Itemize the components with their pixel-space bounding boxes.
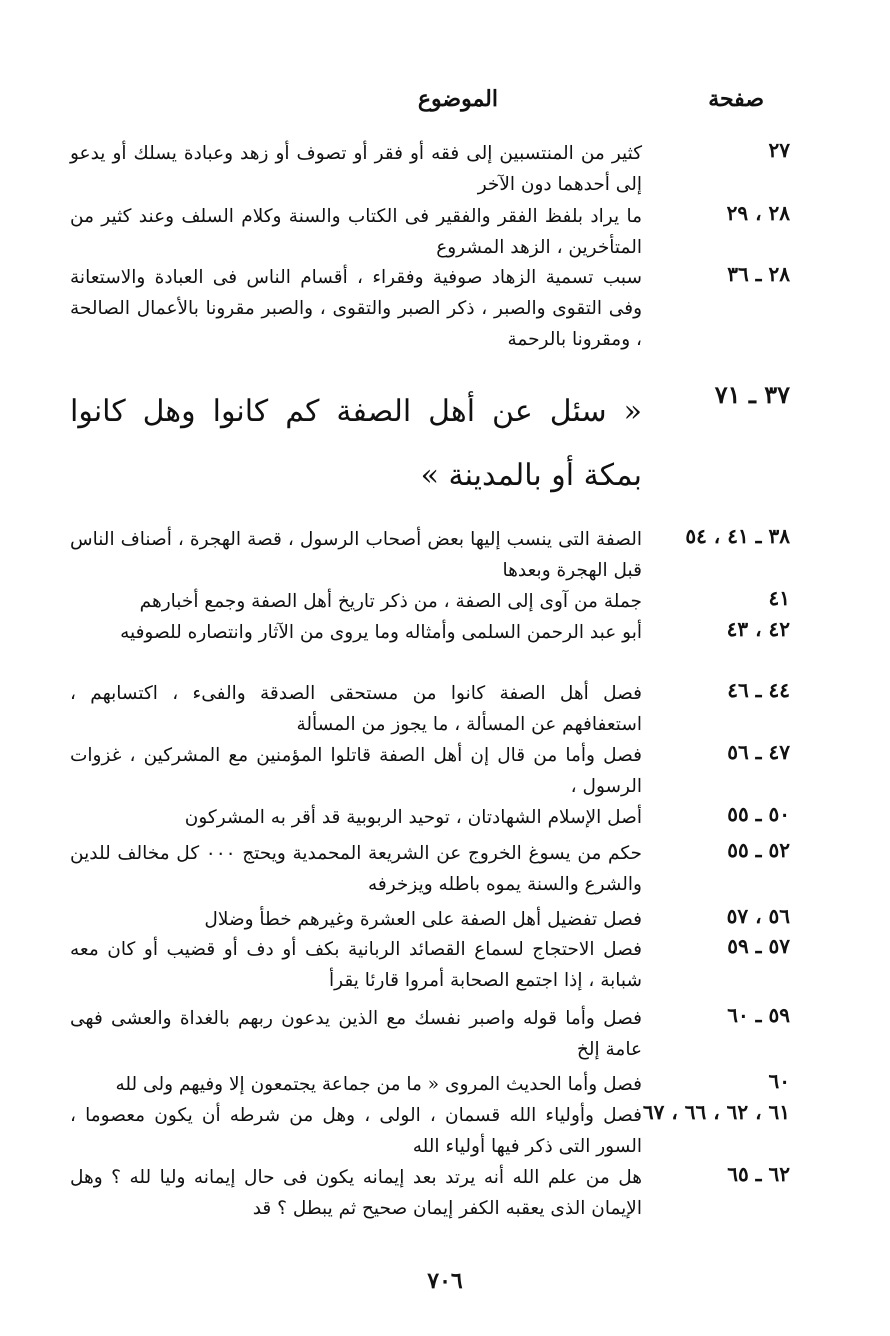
index-entry [0,838,790,895]
index-entry [0,138,790,195]
entry-topic: فصل أهل الصفة كانوا من مستحقى الصدقة والفىء ، اكتسابهم ، استعفافهم عن المسألة ، ما يجوز من المسألة [70,683,642,735]
index-entry [0,1162,790,1219]
entry-page-range: ٣٨ ـ ٤١ ، ٥٤ [685,524,790,548]
index-entry [0,1003,790,1060]
entry-page-range: ٤١ [768,586,790,610]
index-entry [0,262,790,350]
entry-page-range: ٢٨ ، ٢٩ [726,201,790,225]
page-number: ٧٠٦ [427,1268,463,1294]
topic-column-header: الموضوع [417,86,498,112]
entry-topic: جملة من آوى إلى الصفة ، من ذكر تاريخ أهل الصفة وجمع أخبارهم [139,591,642,612]
index-entry [0,1069,790,1095]
index-entry-section-question [0,380,790,493]
entry-topic: « سئل عن أهل الصفة كم كانوا وهل كانوا بمكة أو بالمدينة » [70,394,642,493]
index-entry [0,678,790,735]
entry-page-range: ٣٧ ـ ٧١ [714,380,790,409]
entry-topic: ما يراد بلفظ الفقر والفقير فى الكتاب والسنة وكلام السلف وعند كثير من المتأخرين ، الزهد المشروع [70,206,642,258]
entry-page-range: ٢٧ [768,138,790,162]
entry-topic: فصل وأما من قال إن أهل الصفة قاتلوا المؤمنين مع المشركين ، غزوات الرسول ، [70,745,642,797]
entry-topic: فصل تفضيل أهل الصفة على العشرة وغيرهم خطأ وضلال [204,909,642,930]
entry-page-range: ٥٧ ـ ٥٩ [727,934,790,958]
index-entry [0,904,790,930]
entry-page-range: ٥٦ ، ٥٧ [726,904,790,928]
index-entry [0,201,790,258]
page-column-header: صفحة [708,86,764,112]
entry-topic: فصل وأما الحديث المروى « ما من جماعة يجتمعون إلا وفيهم ولى لله [115,1074,642,1095]
entry-topic: كثير من المنتسبين إلى فقه أو فقر أو تصوف أو زهد وعبادة يسلك أو يدعو إلى أحدهما دون الآخر [70,143,642,195]
index-entry [0,1100,790,1157]
entry-page-range: ٦٢ ـ ٦٥ [727,1162,790,1186]
entry-page-range: ٦١ ، ٦٢ ، ٦٦ ، ٦٧ [642,1100,790,1124]
entry-topic: فصل الاحتجاج لسماع القصائد الربانية بكف أو دف أو قضيب أو كان معه شبابة ، إذا اجتمع الصحابة أمروا قارئا يقرأ [70,939,642,991]
entry-page-range: ٢٨ ـ ٣٦ [727,262,790,286]
index-entry [0,617,790,643]
entry-topic: سبب تسمية الزهاد صوفية وفقراء ، أقسام الناس فى العبادة والاستعانة وفى التقوى والصبر ، ذكر الصبر والتقوى ، والصبر مقرونا بالأعمال الصالحة ، ومقرونا بالرحمة [70,267,642,350]
entry-topic: أبو عبد الرحمن السلمى وأمثاله وما يروى من الآثار وانتصاره للصوفيه [120,622,642,643]
entry-page-range: ٥٠ ـ ٥٥ [727,802,790,826]
entry-page-range: ٤٤ ـ ٤٦ [727,678,790,702]
index-entry [0,802,790,828]
entry-topic: الصفة التى ينسب إليها بعض أصحاب الرسول ، قصة الهجرة ، أصناف الناس قبل الهجرة وبعدها [70,529,642,581]
entry-page-range: ٤٧ ـ ٥٦ [727,740,790,764]
entry-page-range: ٦٠ [768,1069,790,1093]
entry-topic: حكم من يسوغ الخروج عن الشريعة المحمدية ويحتج ٠٠٠ كل مخالف للدين والشرع والسنة يموه باطله ويزخرفه [70,843,642,895]
index-entry [0,934,790,991]
index-entry [0,524,790,581]
entry-topic: أصل الإسلام الشهادتان ، توحيد الربوبية قد أقر به المشركون [184,807,642,828]
entry-topic: فصل وأما قوله واصبر نفسك مع الذين يدعون ربهم بالغداة والعشى فهى عامة إلخ [70,1008,642,1060]
index-entry [0,586,790,612]
entry-page-range: ٥٢ ـ ٥٥ [727,838,790,862]
entry-topic: فصل وأولياء الله قسمان ، الولى ، وهل من شرطه أن يكون معصوما ، السور التى ذكر فيها أولياء الله [70,1105,642,1157]
entry-page-range: ٥٩ ـ ٦٠ [727,1003,790,1027]
index-entry [0,740,790,797]
entry-topic: هل من علم الله أنه يرتد بعد إيمانه يكون فى حال إيمانه وليا لله ؟ وهل الإيمان الذى يعقبه الكفر إيمان صحيح ثم يبطل ؟ قد [70,1167,642,1219]
entry-page-range: ٤٢ ، ٤٣ [726,617,790,641]
